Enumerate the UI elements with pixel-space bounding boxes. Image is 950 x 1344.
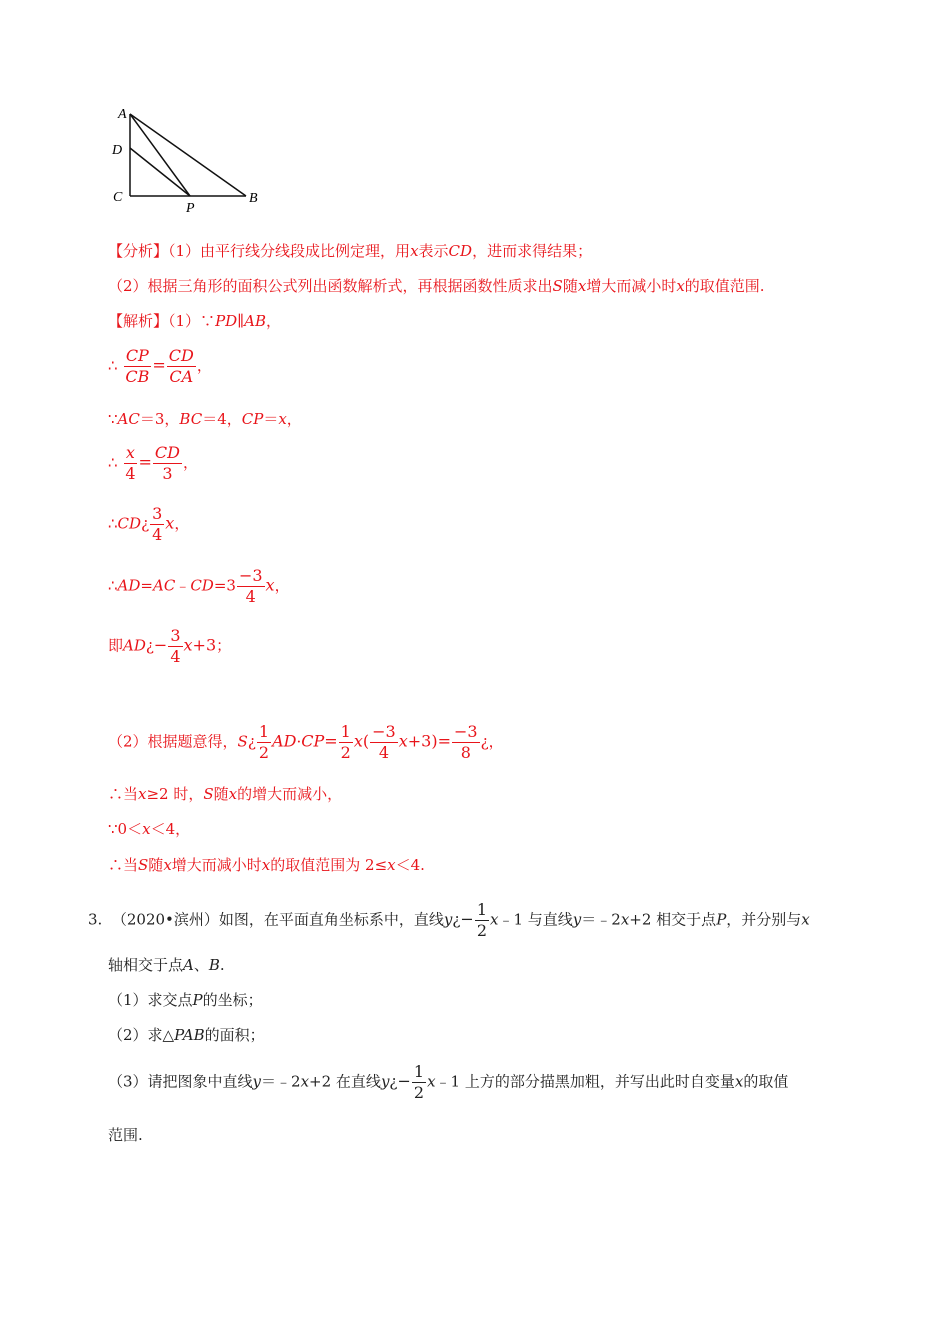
question3-part-2 — [108, 1024, 265, 1046]
minus: − — [153, 635, 168, 655]
var-x: x — [265, 575, 275, 595]
text: ， — [196, 356, 212, 375]
text: （1）由平行线分线段成比例定理，用 — [168, 242, 411, 260]
text: ≥2 时， — [146, 785, 204, 803]
denominator: CA — [169, 367, 194, 386]
var-x: x — [261, 856, 271, 874]
var-x: x — [801, 910, 810, 929]
broken-glyph: ¿ — [480, 732, 489, 751]
numerator: 1 — [413, 1062, 425, 1081]
numerator: 1 — [340, 722, 351, 741]
text: +3)= — [407, 731, 451, 751]
question3-part-1 — [108, 989, 263, 1011]
var-ad: AD — [117, 576, 141, 595]
denominator: 4 — [245, 587, 256, 606]
label-d: D — [112, 143, 123, 158]
label-p: P — [186, 201, 195, 215]
var-a: A — [183, 956, 194, 974]
broken-glyph: ¿ — [141, 514, 150, 533]
text: 即 — [108, 636, 124, 655]
text: =3 — [213, 576, 236, 595]
text: 的取值范围为 2≤ — [270, 856, 388, 874]
text: （2）根据三角形的面积公式列出函数解析式，再根据函数性质求出 — [108, 277, 553, 295]
equals: = — [324, 731, 338, 751]
text: ＝﹣2 — [261, 1072, 301, 1091]
solution-line-2 — [108, 348, 212, 385]
triangle-figure — [108, 100, 268, 215]
solution-line-3 — [108, 408, 302, 430]
text: ， — [174, 514, 190, 533]
label-b: B — [249, 191, 258, 206]
denominator: 2 — [476, 921, 488, 940]
text: ∵0＜ — [108, 820, 143, 838]
var-x: x — [300, 1072, 310, 1091]
numerator: CD — [154, 443, 180, 462]
text: ， — [274, 576, 290, 595]
fraction-3-4 — [168, 628, 182, 665]
question3-line-1 — [88, 902, 810, 939]
numerator: x — [125, 443, 135, 462]
text: 随 — [148, 856, 164, 874]
text: （3）请把图象中直线 — [108, 1072, 253, 1091]
var-ab: AB — [244, 312, 266, 330]
text: ， — [265, 312, 281, 330]
fraction-1-2 — [412, 1064, 426, 1101]
text: ＝ — [263, 410, 279, 428]
text: ﹣1 上方的部分描黑加粗，并写出此时自变量 — [435, 1072, 735, 1091]
solution-line-10 — [108, 818, 190, 840]
text: 增大而减小时 — [171, 856, 262, 874]
numerator: −3 — [453, 722, 478, 741]
denominator: 2 — [340, 743, 351, 762]
var-y: y — [572, 910, 582, 929]
numerator: 1 — [258, 722, 270, 741]
denominator: 4 — [152, 525, 163, 544]
broken-glyph: ¿ — [145, 636, 154, 655]
denominator: 8 — [460, 743, 471, 762]
numerator: CP — [125, 346, 149, 365]
text: 随 — [562, 277, 578, 295]
solution-line-6 — [108, 568, 290, 605]
solution-line-4 — [108, 445, 198, 482]
denominator: 3 — [162, 464, 173, 483]
text: 范围. — [108, 1126, 143, 1144]
solution-line-5 — [108, 506, 189, 543]
numerator: 3 — [152, 504, 163, 523]
numerator: CD — [168, 346, 194, 365]
because-symbol: ∵ — [108, 410, 118, 428]
analysis-line-2 — [108, 275, 765, 297]
broken-glyph: ¿ — [247, 732, 256, 751]
var-y: y — [380, 1072, 390, 1091]
text: 表示 — [418, 242, 449, 260]
var-x: x — [734, 1072, 744, 1091]
solution-line-8 — [108, 724, 504, 761]
text: ＜4， — [150, 820, 191, 838]
equals: = — [152, 355, 166, 375]
numerator: −3 — [238, 566, 263, 585]
text: ＝3， — [139, 410, 180, 428]
text: ∴当 — [108, 856, 139, 874]
fraction-cp-cb — [123, 348, 151, 385]
var-x: x — [410, 242, 419, 260]
var-ad: AD — [123, 636, 146, 655]
var-cp: CP — [301, 731, 325, 751]
var-bc: BC — [179, 410, 203, 428]
var-s: S — [203, 785, 214, 803]
equals: = — [138, 452, 152, 472]
therefore-symbol: ∴ — [108, 514, 118, 533]
text: 轴相交于点 — [108, 956, 184, 974]
text: 、 — [193, 956, 209, 974]
text: ＜4. — [395, 856, 425, 874]
fraction-1-2 — [257, 724, 271, 761]
var-ac: AC — [152, 576, 176, 595]
var-cd: CD — [448, 242, 473, 260]
fraction-3-4 — [150, 506, 164, 543]
var-x: x — [427, 1072, 436, 1091]
text: ， — [286, 410, 302, 428]
text: 的增大而减小， — [237, 785, 343, 803]
text: 的坐标； — [202, 991, 263, 1009]
text: ，进而求得结果； — [472, 242, 593, 260]
var-x: x — [142, 820, 151, 838]
numerator: 1 — [476, 900, 488, 919]
solution-line-11 — [108, 854, 425, 876]
text: ，并分别与 — [726, 910, 802, 929]
text: （2）根据题意得， — [108, 732, 238, 751]
var-x: x — [183, 635, 193, 655]
fraction-x-4 — [123, 445, 137, 482]
text: +2 在直线 — [309, 1072, 381, 1091]
var-x: x — [165, 513, 175, 533]
var-x: x — [138, 785, 147, 803]
var-x: x — [228, 785, 238, 803]
text: = — [140, 576, 153, 595]
text: （1）求交点 — [108, 991, 193, 1009]
var-pab: PAB — [174, 1026, 205, 1044]
var-x: x — [398, 731, 408, 751]
text: （2020•滨州）如图，在平面直角坐标系中，直线 — [111, 910, 444, 929]
var-x: x — [387, 856, 396, 874]
text: 随 — [213, 785, 229, 803]
var-b: B — [208, 956, 220, 974]
var-ad: AD — [272, 731, 297, 751]
denominator: 2 — [413, 1083, 425, 1102]
therefore-symbol: ∴ — [108, 356, 118, 375]
var-s: S — [552, 277, 563, 295]
therefore-symbol: ∴ — [108, 576, 118, 595]
analysis-line-1 — [108, 240, 592, 262]
text: ﹣1 与直线 — [498, 910, 573, 929]
text: （2）求△ — [108, 1026, 175, 1044]
minus: − — [460, 909, 474, 929]
fraction-1-2 — [339, 724, 353, 761]
var-cd: CD — [117, 514, 142, 533]
var-p: P — [192, 991, 203, 1009]
var-s: S — [138, 856, 149, 874]
var-y: y — [252, 1072, 262, 1091]
var-x: x — [490, 910, 499, 929]
broken-glyph: ¿ — [452, 910, 461, 929]
solution-line-9 — [108, 783, 342, 805]
dot: · — [296, 732, 302, 751]
label-a: A — [118, 107, 127, 122]
var-x: x — [577, 277, 587, 295]
text: ， — [183, 453, 199, 472]
var-cd: CD — [190, 576, 214, 595]
analysis-tag: 【分析】 — [108, 242, 169, 260]
text: 的取值范围. — [684, 277, 765, 295]
solution-tag: 【解析】 — [108, 312, 169, 330]
fraction-cd-3 — [153, 445, 182, 482]
text: ， — [488, 732, 504, 751]
var-x: x — [278, 410, 287, 428]
denominator: CB — [125, 367, 150, 386]
text: 的取值 — [743, 1072, 789, 1091]
question3-part-3 — [108, 1064, 788, 1101]
denominator: 4 — [125, 464, 136, 483]
var-x: x — [163, 856, 172, 874]
numerator: 3 — [170, 626, 181, 645]
text: +3 — [192, 635, 217, 655]
text: ∴当 — [108, 785, 139, 803]
text: +2 相交于点 — [629, 910, 717, 929]
var-s: S — [237, 732, 248, 751]
text: ； — [216, 636, 232, 655]
var-ac: AC — [117, 410, 140, 428]
denominator: 4 — [170, 647, 181, 666]
denominator: 2 — [258, 743, 270, 762]
var-x: x — [620, 910, 630, 929]
question-number: 3. — [88, 910, 103, 929]
var-pd: PD — [215, 312, 238, 330]
fraction-neg3-4 — [370, 724, 398, 761]
text: （1）∵ — [168, 312, 216, 330]
denominator: 4 — [378, 743, 390, 762]
fraction-1-2 — [475, 902, 489, 939]
parallel-symbol: ∥ — [237, 312, 245, 330]
var-cp: CP — [241, 410, 264, 428]
broken-glyph: ¿ — [389, 1072, 398, 1091]
text: 的面积； — [204, 1026, 265, 1044]
solution-line-1 — [108, 310, 281, 332]
numerator: −3 — [372, 722, 396, 741]
fraction-neg3-8 — [452, 724, 480, 761]
text: ＝﹣2 — [581, 910, 621, 929]
text: . — [219, 956, 225, 974]
text: 增大而减小时 — [586, 277, 677, 295]
fraction-cd-ca — [167, 348, 196, 385]
var-p: P — [716, 910, 727, 929]
var-x: x — [353, 731, 363, 751]
minus: − — [397, 1071, 411, 1091]
question3-part-3-line-2 — [108, 1124, 143, 1146]
question3-line-2 — [108, 954, 225, 976]
text: ﹣ — [175, 576, 191, 595]
segment-ab — [130, 114, 246, 196]
fraction-neg3-4 — [237, 568, 265, 605]
var-y: y — [443, 910, 453, 929]
therefore-symbol: ∴ — [108, 453, 118, 472]
var-x: x — [676, 277, 685, 295]
solution-line-7 — [108, 628, 231, 665]
text: ＝4， — [202, 410, 242, 428]
label-c: C — [113, 190, 123, 205]
paren: ( — [362, 731, 370, 751]
